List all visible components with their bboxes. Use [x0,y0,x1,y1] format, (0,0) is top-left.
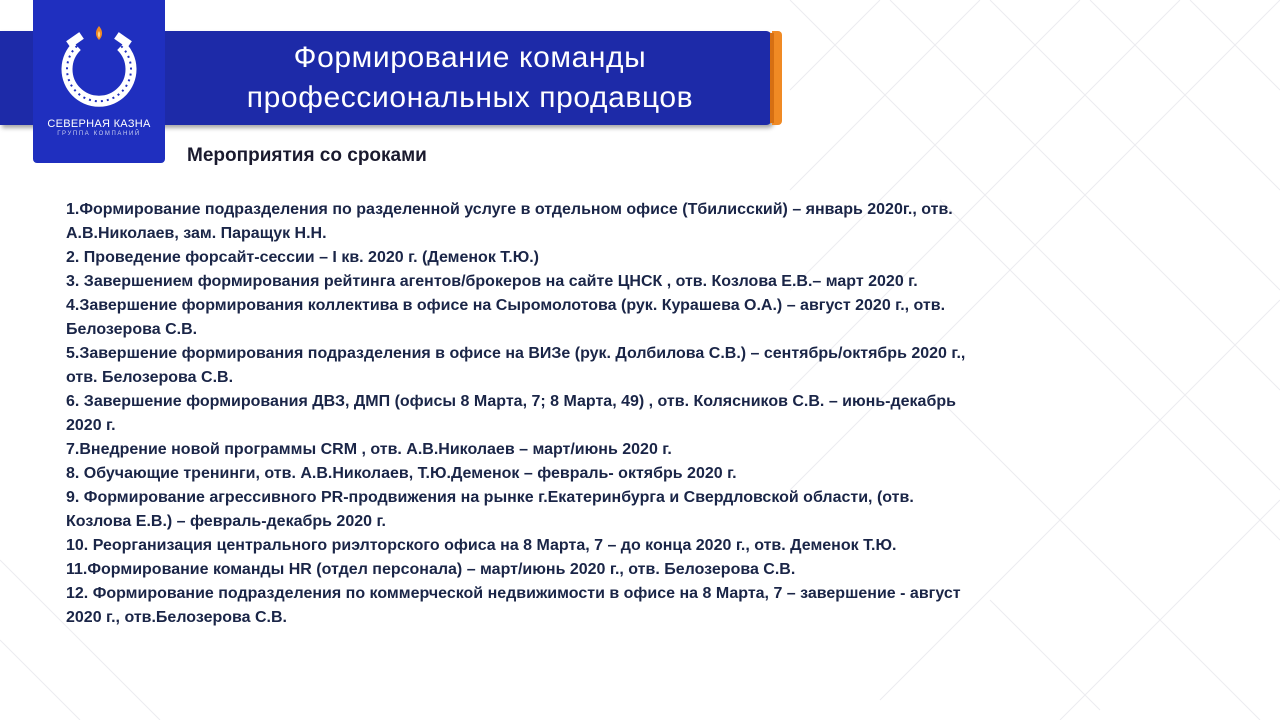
list-item: 10. Реорганизация центрального риэлторского офиса на 8 Марта, 7 – до конца 2020 г., отв. Деменок Т.Ю. [66,537,897,554]
list-item: 3. Завершением формирования рейтинга агентов/брокеров на сайте ЦНСК , отв. Козлова Е.В.– март 2020 г. [66,273,918,290]
title-accent-shade [770,33,774,123]
list-item: 11.Формирование команды HR (отдел персонала) – март/июнь 2020 г., отв. Белозерова С.В. [66,561,796,578]
list-item: 8. Обучающие тренинги, отв. А.В.Николаев, Т.Ю.Деменок – февраль- октябрь 2020 г. [66,465,737,482]
list-item: 6. Завершение формирования ДВЗ, ДМП (офисы 8 Марта, 7; 8 Марта, 49) , отв. Колясников С.В. – июнь-декабрь 2020 г. [66,393,956,434]
slide-title: Формирование команды профессиональных продавцов [246,41,694,114]
list-item: 7.Внедрение новой программы CRM , отв. А.В.Николаев – март/июнь 2020 г. [66,441,672,458]
list-item: 1.Формирование подразделения по разделенной услуге в отдельном офисе (Тбилисский) – январь 2020г., отв. А.В.Николаев, зам. Паращук Н.Н. [66,201,953,242]
section-subtitle: Мероприятия со сроками [187,145,427,166]
list-item: 12. Формирование подразделения по коммерческой недвижимости в офисе на 8 Марта, 7 – завершение - август 2020 г., отв.Белозерова С.В. [66,585,961,626]
horseshoe-logo-icon [59,24,139,114]
company-logo [33,0,165,163]
list-item: 5.Завершение формирования подразделения в офисе на ВИЗе (рук. Долбилова С.В.) – сентябрь/октябрь 2020 г., отв. Белозерова С.В. [66,345,966,386]
logo-company-name: СЕВЕРНАЯ КАЗНА [47,118,151,130]
events-list [66,198,966,630]
logo-tagline: ГРУППА КОМПАНИЙ [57,131,141,137]
list-item: 9. Формирование агрессивного PR-продвижения на рынке г.Екатеринбурга и Свердловской области, (отв. Козлова Е.В.) – февраль-декабрь 2020 г. [66,489,914,530]
list-item: 2. Проведение форсайт-сессии – I кв. 2020 г. (Деменок Т.Ю.) [66,249,539,266]
list-item: 4.Завершение формирования коллектива в офисе на Сыромолотова (рук. Курашева О.А.) – август 2020 г., отв. Белозерова С.В. [66,297,946,338]
